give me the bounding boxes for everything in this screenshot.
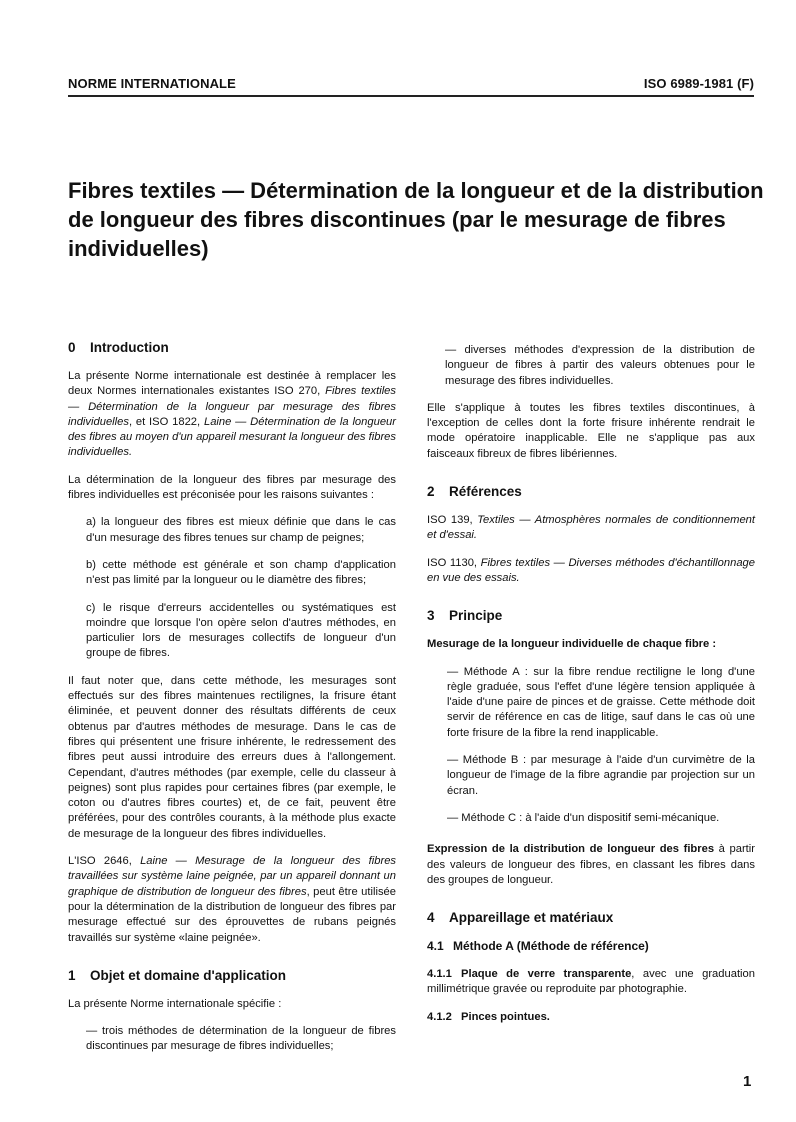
scope-dash-item-2: — diverses méthodes d'expression de la distribution de longueur de fibres à partir des valeurs obtenues pour le mesurage des fibres individuelles. [445,344,755,387]
intro-list-item-b: b) cette méthode est générale et son champ d'application n'est pas limité par la longueur ou le diamètre des fibres; [86,558,396,587]
section-4-heading: 4 Appareillage et matériaux [427,910,614,926]
scope-paragraph-2: Elle s'applique à toutes les fibres textiles discontinues, à l'exception de celles dont la forte frisure inhérente rendrait le mode opératoire inapplicable. Elle ne s'applique pas aux faisceaux fibreux de fibres libériennes. [427,401,755,460]
header-rule [68,95,754,97]
reference-iso-1130: ISO 1130, Fibres textiles — Diverses méthodes d'échantillonnage en vue des essais. [427,556,755,584]
section-4-1-1: 4.1.1 Plaque de verre transparente, avec une graduation millimétrique gravée ou reproduite par photographie. [427,968,755,996]
section-0-heading: 0 Introduction [68,340,169,355]
principle-method-a: — Méthode A : sur la fibre rendue rectiligne le long d'une règle graduée, sous l'effet d'une légère tension appliquée à l'aide d'une paire de pinces et de graisse. Cette méthode doit servir de référence en cas de litige, sauf dans le cas où une forte frisure de la fibre la rend inapplicable. [447,665,755,739]
reference-iso-139: ISO 139, Textiles — Atmosphères normales de conditionnement et d'essai. [427,514,756,542]
intro-paragraph-1: La présente Norme internationale est destinée à remplacer les deux Normes internationales existantes ISO 270, Fibres textiles — Détermination de la longueur par mesurage des fibres individuelles, et ISO 1822, Laine — Détermination de la longueur des fibres au moyen d'un appareil mesurant la longueur des fibres individuelles. [68,370,396,459]
intro-list-item-a: a) la longueur des fibres est mieux définie que dans le cas d'un mesurage des fibres tenues sur champ de peignes; [86,516,396,544]
intro-list-item-c: c) le risque d'erreurs accidentelles ou systématiques est moindre que lorsque l'on opère selon d'autres méthodes, en particulier lors de mesurages collectifs de longueur d'un groupe de fibres. [86,601,396,660]
header-left: NORME INTERNATIONALE [68,75,236,91]
section-4-1-heading: 4.1 Méthode A (Méthode de référence) [427,939,649,954]
principle-method-c: — Méthode C : à l'aide d'un dispositif semi-mécanique. [447,811,720,824]
section-4-1-2: 4.1.2 Pinces pointues. [427,1010,550,1023]
right-column [427,343,755,1037]
scope-dash-item-1: — trois méthodes de détermination de la longueur de fibres discontinues par mesurage de fibres individuelles; [86,1025,396,1053]
document-title: Fibres textiles — Détermination de la longueur et de la distribution de longueur des fibres discontinues (par le mesurage de fibres individuelles) [68,178,764,261]
section-3-heading: 3 Principe [427,608,503,624]
running-header [68,72,754,94]
principle-method-b: — Méthode B : par mesurage à l'aide d'un curvimètre de la longueur de l'image de la fibre agrandie par projection sur un écran. [447,754,755,797]
scope-paragraph-1: La présente Norme internationale spécifie : [68,997,282,1010]
section-2-heading: 2 Références [427,484,522,500]
principle-expression: Expression de la distribution de longueur des fibres à partir des valeurs de longueur des fibres, en classant les fibres dans des groupes de longueur. [427,843,755,886]
left-column [68,340,396,1067]
intro-paragraph-2: La détermination de la longueur des fibres par mesurage des fibres individuelles est préconisée pour les raisons suivantes : [68,473,396,502]
header-right: ISO 6989-1981 (F) [643,75,754,91]
principle-lead: Mesurage de la longueur individuelle de chaque fibre : [427,638,717,651]
page-number: 1 [743,1073,752,1090]
intro-paragraph-3: Il faut noter que, dans cette méthode, les mesurages sont effectués sur des fibres maintenues rectilignes, la frisure étant éliminée, et peuvent donner des résultats différents de ceux obtenus par d'autres méthodes de mesurage. Dans le cas de fibres qui présentent une frisure inhérente, le redressement des fibres peut aussi introduire des erreurs dues à l'allongement. Cependant, d'autres méthodes (par exemple, celle du classeur à peignes) sont plus rapides pour certaines fibres (par exemple, le coton ou d'autres fibres courtes) et, de ce fait, peuvent être préférées, pour des contrôles courants, à la méthode plus exacte de mesurage de la longueur des fibres individuelles. [68,674,396,840]
section-1-heading: 1 Objet et domaine d'application [68,967,286,983]
intro-paragraph-4: L'ISO 2646, Laine — Mesurage de la longueur des fibres travaillées sur système laine peignée, par un appareil donnant un graphique de distribution de longueur des fibres, peut être utilisée pour la détermination de la distribution de longueur des fibres par mesurage effectué sur des éprouvettes de rubans peignés travaillés sur système «laine peignée». [68,855,397,944]
